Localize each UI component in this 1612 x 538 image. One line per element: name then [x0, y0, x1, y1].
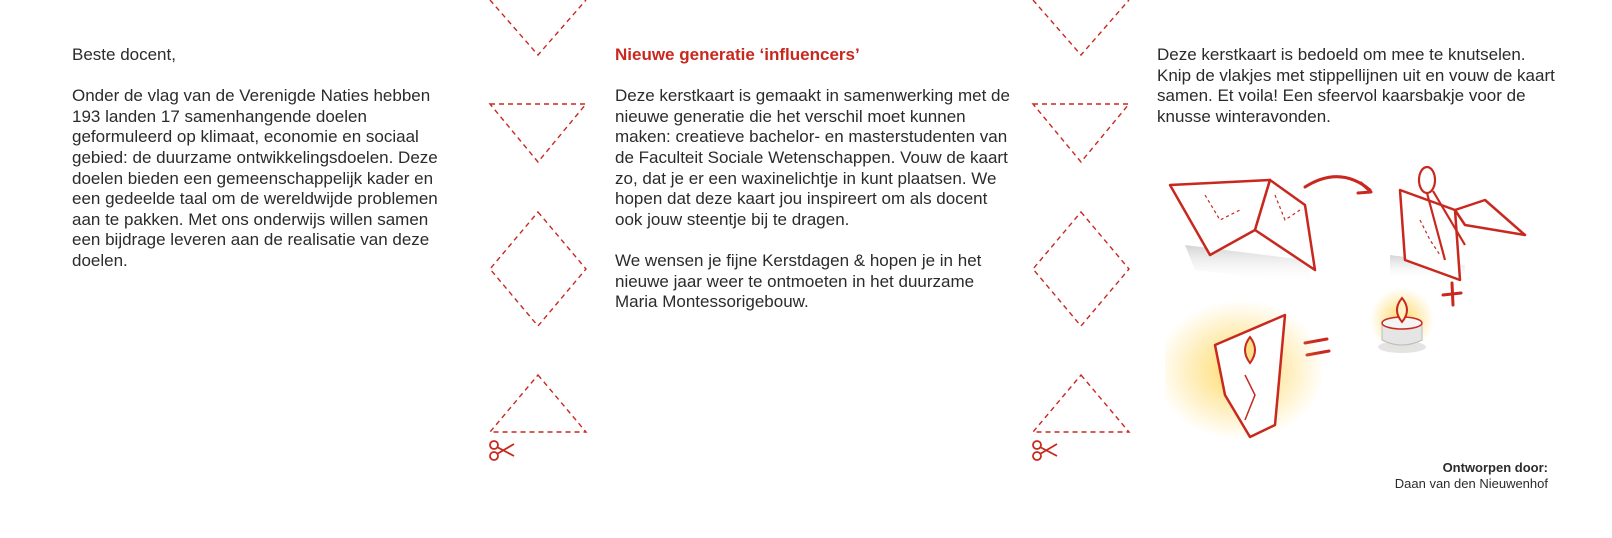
cut-line-triangle: [1033, 104, 1129, 162]
step-open-card: [1170, 180, 1315, 285]
cut-line-top-triangle: [1033, 0, 1129, 55]
plus-symbol: [1443, 283, 1461, 305]
left-paragraph: Onder de vlag van de Verenigde Naties hebben 193 landen 17 samenhangende doelen geformuleerd op klimaat, economie en sociaal gebied: de duurzame ontwikkelingsdoelen. Deze doelen bieden een gemeenschappelijk kader en een gedeelde taal om de wereldwijde problemen aan te pakken. Met ons onderwijs willen samen een bijdrage leveren aan de realisatie van deze doelen.: [72, 86, 438, 270]
cut-line-bottom-triangle: [490, 375, 586, 432]
cut-line-bottom-triangle: [1033, 375, 1129, 432]
cut-line-top-triangle: [490, 0, 586, 55]
middle-column: [615, 45, 1015, 333]
folding-instructions-illustration: [1165, 165, 1545, 465]
cut-line-diamond: [490, 212, 586, 326]
right-paragraph: Deze kerstkaart is bedoeld om mee te knutselen. Knip de vlakjes met stippellijnen uit en vouw de kaart samen. Et voila! Een sfeervol kaarsbakje voor de knusse winteravonden.: [1157, 45, 1555, 126]
cut-line-diamond: [1033, 212, 1129, 326]
scissors-icon: [488, 437, 516, 463]
greeting: Beste docent,: [72, 45, 176, 64]
step-lantern: [1165, 300, 1325, 440]
credit-name: Daan van den Nieuwenhof: [1394, 476, 1548, 491]
middle-heading: Nieuwe generatie ‘influencers’: [615, 45, 860, 64]
middle-paragraph-1: Deze kerstkaart is gemaakt in samenwerking met de nieuwe generatie die het verschil moet kunnen maken: creatieve bachelor- en masterstudenten van de Faculteit Sociale Wetenschappen. Vouw de kaart zo, dat je er een waxinelichtje in kunt plaatsen. We hopen dat deze kaart jou inspireert om als docent ook jouw steentje bij te dragen.: [615, 86, 1010, 229]
credit-block: [1395, 460, 1548, 492]
credit-label: Ontworpen door:: [1442, 460, 1548, 475]
step-cut-card: [1390, 167, 1525, 280]
scissors-icon: [1031, 437, 1059, 463]
middle-paragraph-2: We wensen je fijne Kerstdagen & hopen je in het nieuwe jaar weer te ontmoeten in het duurzame Maria Montessorigebouw.: [615, 250, 982, 312]
cut-line-triangle: [490, 104, 586, 162]
left-column: [72, 45, 452, 292]
candle-icon: [1370, 288, 1434, 353]
right-column: [1157, 45, 1557, 148]
